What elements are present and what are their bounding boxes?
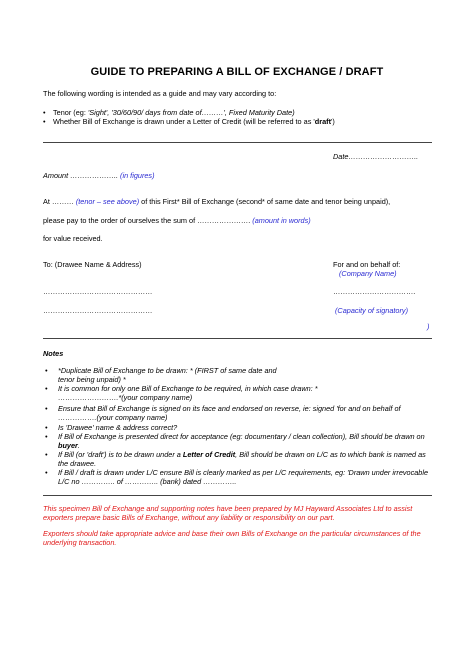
disclaimer-advice: Exporters should take appropriate advice and base their own Bills of Exchange on the particular circumstances of the underlying transaction.: [43, 529, 421, 547]
note-single-bill: • It is common for only one Bill of Exchange to be required, in which case drawn: * …………………….*(your company name): [45, 384, 318, 402]
note-duplicate: • *Duplicate Bill of Exchange to be drawn: * (FIRST of same date and tenor being unpaid) *: [45, 366, 277, 384]
bullet-icon: •: [45, 404, 48, 413]
signature-line: …………………………….: [333, 287, 416, 296]
value-line: for value received.: [43, 234, 103, 243]
bullet-icon: •: [45, 432, 48, 441]
intro-bullet-lc: • Whether Bill of Exchange is drawn under a Letter of Credit (will be referred to as 'draft'): [43, 117, 335, 126]
intro-bullet-tenor: • Tenor (eg: 'Sight', '30/60/90/ days from date of………', Fixed Maturity Date): [43, 108, 295, 117]
note-lc-marking: • If Bill / draft is drawn under L/C ensure Bill is clearly marked as per L/C requirements, eg: 'Drawn under irrevocable L/C no ………….. of ………….. (bank) dated …………..: [45, 468, 429, 486]
company-name-hint: (Company Name): [339, 269, 397, 278]
drawee-address-line-1: ………………………………………: [43, 287, 153, 296]
intro-text: The following wording is intended as a guide and may vary according to:: [43, 89, 277, 98]
bottom-divider: [43, 495, 432, 496]
disclaimer-specimen: This specimen Bill of Exchange and supporting notes have been prepared by MJ Hayward Associates Ltd to assist exporters prepare basic Bills of Exchange, without any liability or responsibility on our part.: [43, 504, 413, 522]
note-drawee: • Is 'Drawee' name & address correct?: [45, 423, 178, 432]
top-divider: [43, 142, 432, 143]
bullet-icon: •: [45, 450, 48, 459]
drawee-label: To: (Drawee Name & Address): [43, 260, 142, 269]
on-behalf-label: For and on behalf of:: [333, 260, 401, 269]
bullet-icon: •: [45, 366, 48, 375]
note-lc: • If Bill (or 'draft') is to be drawn under a Letter of Credit, Bill should be drawn on L/C as to which bank is named as the drawee.: [45, 450, 426, 468]
middle-divider: [43, 338, 432, 339]
note-signed: • Ensure that Bill of Exchange is signed on its face and endorsed on reverse, ie: signed 'for and on behalf of …………….(your company name): [45, 404, 401, 422]
page-title: GUIDE TO PREPARING A BILL OF EXCHANGE / DRAFT: [90, 66, 384, 78]
bullet-icon: •: [45, 384, 48, 393]
close-paren: ): [427, 322, 430, 331]
date-field: Date………………………..: [333, 152, 419, 161]
bullet-icon: •: [43, 108, 46, 117]
bullet-icon: •: [45, 468, 48, 477]
drawee-address-line-2: ………………………………………: [43, 306, 153, 315]
notes-heading: Notes: [43, 349, 64, 358]
bullet-icon: •: [43, 117, 46, 126]
at-line: At ……… (tenor – see above) of this First* Bill of Exchange (second* of same date and tenor being unpaid),: [43, 197, 391, 206]
note-direct: • If Bill of Exchange is presented direct for acceptance (eg: documentary / clean collection), Bill should be drawn on buyer.: [45, 432, 425, 450]
amount-field: Amount ……………….. (in figures): [43, 171, 155, 180]
bullet-icon: •: [45, 423, 48, 432]
signatory-hint: (Capacity of signatory): [335, 306, 408, 315]
pay-line: please pay to the order of ourselves the sum of …………………. (amount in words): [43, 216, 311, 225]
